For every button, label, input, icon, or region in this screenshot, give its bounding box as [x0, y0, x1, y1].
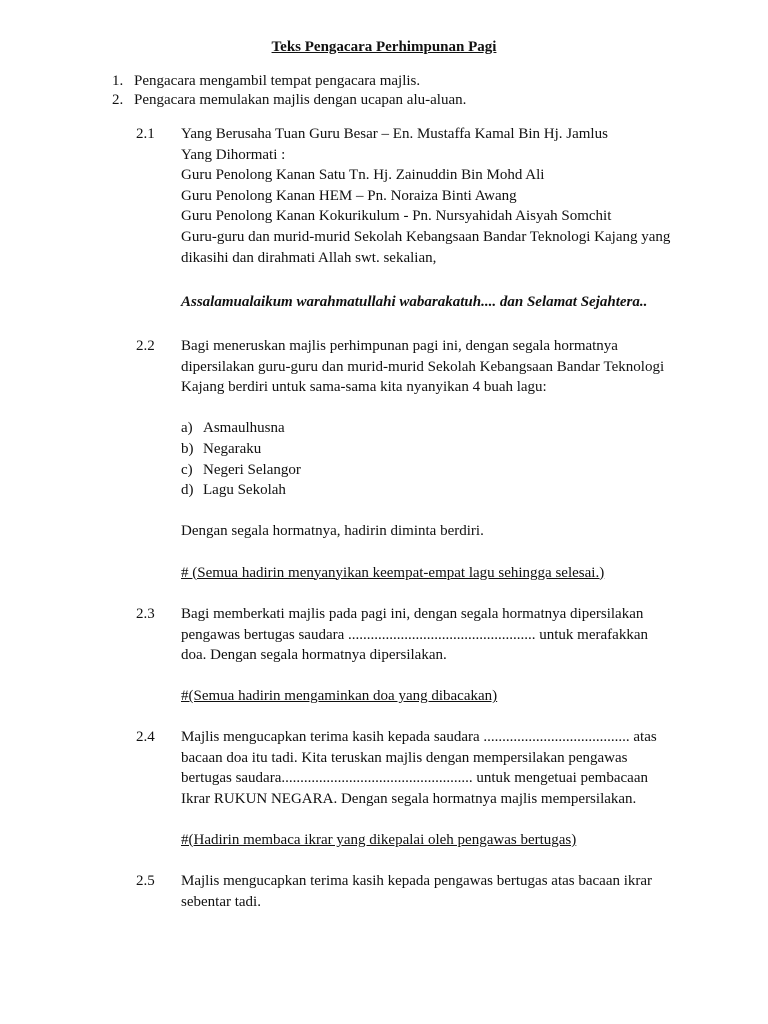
paragraph-line: sebentar tadi.	[181, 893, 261, 910]
paragraph-line: Ikrar RUKUN NEGARA. Dengan segala hormatnya majlis mempersilakan.	[181, 790, 637, 807]
song-item	[181, 418, 701, 439]
salutation-line: Guru Penolong Kanan Satu Tn. Hj. Zainuddin Bin Mohd Ali	[181, 167, 545, 184]
section-body	[181, 871, 701, 912]
song-letter: d)	[181, 482, 194, 499]
song-name: Negeri Selangor	[203, 461, 301, 478]
spacer	[181, 398, 701, 419]
song-name: Negaraku	[203, 440, 262, 457]
section-body	[181, 336, 701, 583]
salutation-line: dikasihi dan dirahmati Allah swt. sekalian,	[181, 249, 437, 266]
song-item	[181, 460, 701, 481]
section-number: 2.4	[136, 729, 155, 745]
salutation-line: Yang Berusaha Tuan Guru Besar – En. Mustaffa Kamal Bin Hj. Jamlus	[181, 126, 608, 142]
section-number: 2.5	[136, 873, 155, 889]
section-body	[181, 604, 701, 707]
salutation-line: Guru Penolong Kanan Kokurikulum - Pn. Nursyahidah Aisyah Somchit	[181, 208, 612, 225]
salutation-line: Yang Dihormati :	[181, 146, 286, 163]
greeting-text: Assalamualaikum warahmatullahi wabarakatuh.... dan Selamat Sejahtera..	[181, 293, 648, 310]
intro-item	[112, 72, 466, 91]
paragraph-line: bacaan doa itu tadi. Kita teruskan majlis dengan mempersilakan pengawas	[181, 749, 628, 766]
section-body	[181, 124, 701, 312]
document-title: Teks Pengacara Perhimpunan Pagi	[271, 39, 497, 55]
spacer	[181, 666, 701, 687]
stage-note: # (Semua hadirin menyanyikan keempat-empat lagu sehingga selesai.)	[181, 564, 605, 581]
paragraph-line: Kajang berdiri untuk sama-sama kita nyanyikan 4 buah lagu:	[181, 379, 547, 396]
paragraph-line: pengawas bertugas saudara .................................................. untuk merafakkan	[181, 626, 648, 643]
intro-item-number: 1.	[112, 73, 124, 89]
paragraph-line: Bagi memberkati majlis pada pagi ini, dengan segala hormatnya dipersilakan	[181, 606, 644, 622]
instruction-text: Dengan segala hormatnya, hadirin diminta berdiri.	[181, 523, 484, 540]
stage-note: #(Hadirin membaca ikrar yang dikepalai oleh pengawas bertugas)	[181, 831, 577, 848]
song-letter: c)	[181, 461, 193, 478]
intro-item-number: 2.	[112, 92, 124, 108]
paragraph-line: Majlis mengucapkan terima kasih kepada pengawas bertugas atas bacaan ikrar	[181, 873, 653, 889]
intro-item-text: Pengacara mengambil tempat pengacara majlis.	[134, 73, 421, 89]
paragraph-line: Majlis mengucapkan terima kasih kepada saudara ....................................... atas	[181, 729, 657, 745]
spacer	[181, 268, 701, 289]
intro-item-text: Pengacara memulakan majlis dengan ucapan alu-aluan.	[134, 92, 467, 108]
paragraph-line: dipersilakan guru-guru dan murid-murid Sekolah Kebangsaan Bandar Teknologi	[181, 358, 665, 375]
intro-list	[112, 72, 466, 110]
song-item	[181, 480, 701, 501]
song-name: Lagu Sekolah	[203, 482, 286, 499]
song-item	[181, 439, 701, 460]
spacer	[181, 809, 701, 830]
section-body	[181, 727, 701, 851]
paragraph-line: doa. Dengan segala hormatnya dipersilakan.	[181, 647, 447, 664]
song-letter: a)	[181, 420, 193, 437]
salutation-line: Guru Penolong Kanan HEM – Pn. Noraiza Binti Awang	[181, 187, 517, 204]
section-number: 2.2	[136, 338, 155, 354]
song-letter: b)	[181, 440, 194, 457]
spacer	[181, 542, 701, 563]
stage-note: #(Semua hadirin mengaminkan doa yang dibacakan)	[181, 688, 498, 705]
salutation-line: Guru-guru dan murid-murid Sekolah Kebangsaan Bandar Teknologi Kajang yang	[181, 228, 671, 245]
section-number: 2.1	[136, 126, 155, 142]
paragraph-line: bertugas saudara................................................... untuk mengetuai pembacaan	[181, 770, 648, 787]
intro-item	[112, 91, 466, 110]
paragraph-line: Bagi meneruskan majlis perhimpunan pagi ini, dengan segala hormatnya	[181, 338, 618, 354]
section-number: 2.3	[136, 606, 155, 622]
song-name: Asmaulhusna	[203, 420, 285, 437]
spacer	[181, 501, 701, 522]
